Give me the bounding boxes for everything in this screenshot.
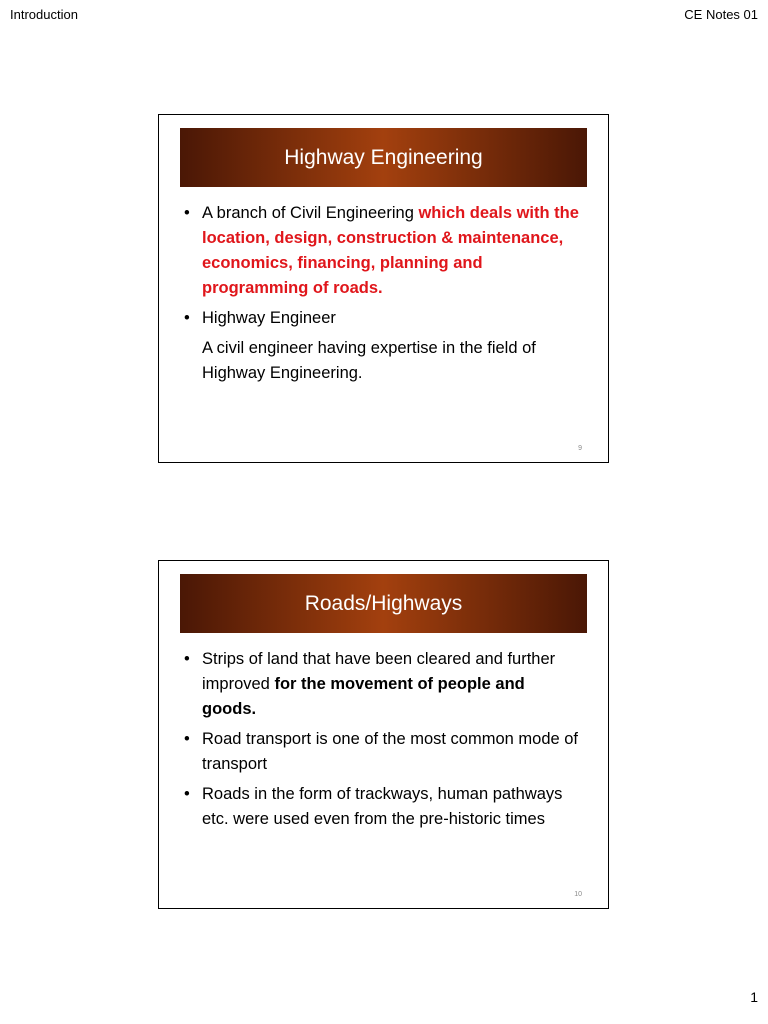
- bullet-item: [183, 782, 583, 832]
- slide-number: 9: [578, 445, 582, 452]
- bullet-text: Highway Engineer: [202, 309, 336, 327]
- bullet-item: [183, 727, 583, 777]
- bullet-item: [183, 201, 583, 301]
- bullet-text: Strips of land that have been cleared and further improved: [202, 650, 556, 693]
- bullet-item: [183, 647, 583, 722]
- bullet-text: Roads in the form of trackways, human pathways etc. were used even from the pre-historic times: [202, 785, 563, 828]
- bullet-item: [183, 306, 583, 386]
- bullet-list: [183, 201, 583, 391]
- slide-number: 10: [574, 891, 582, 898]
- page-number: 1: [750, 989, 758, 1005]
- slide-roads-highways: [158, 560, 609, 909]
- slide-highway-engineering: [158, 114, 609, 463]
- header-left-text: Introduction: [10, 7, 78, 22]
- bullet-highlight-text: which deals with the location, design, construction & maintenance, economics, financing, planning and programming of roads.: [202, 204, 579, 297]
- slide-title: Highway Engineering: [180, 128, 587, 187]
- slide-title: Roads/Highways: [180, 574, 587, 633]
- bullet-bold-text: for the movement of people and goods.: [202, 675, 525, 718]
- bullet-text: Road transport is one of the most common mode of transport: [202, 730, 579, 773]
- header-right-text: CE Notes 01: [684, 7, 758, 22]
- bullet-subtext: A civil engineer having expertise in the field of Highway Engineering.: [202, 339, 536, 382]
- bullet-text: A branch of Civil Engineering: [202, 204, 419, 222]
- bullet-list: [183, 647, 583, 837]
